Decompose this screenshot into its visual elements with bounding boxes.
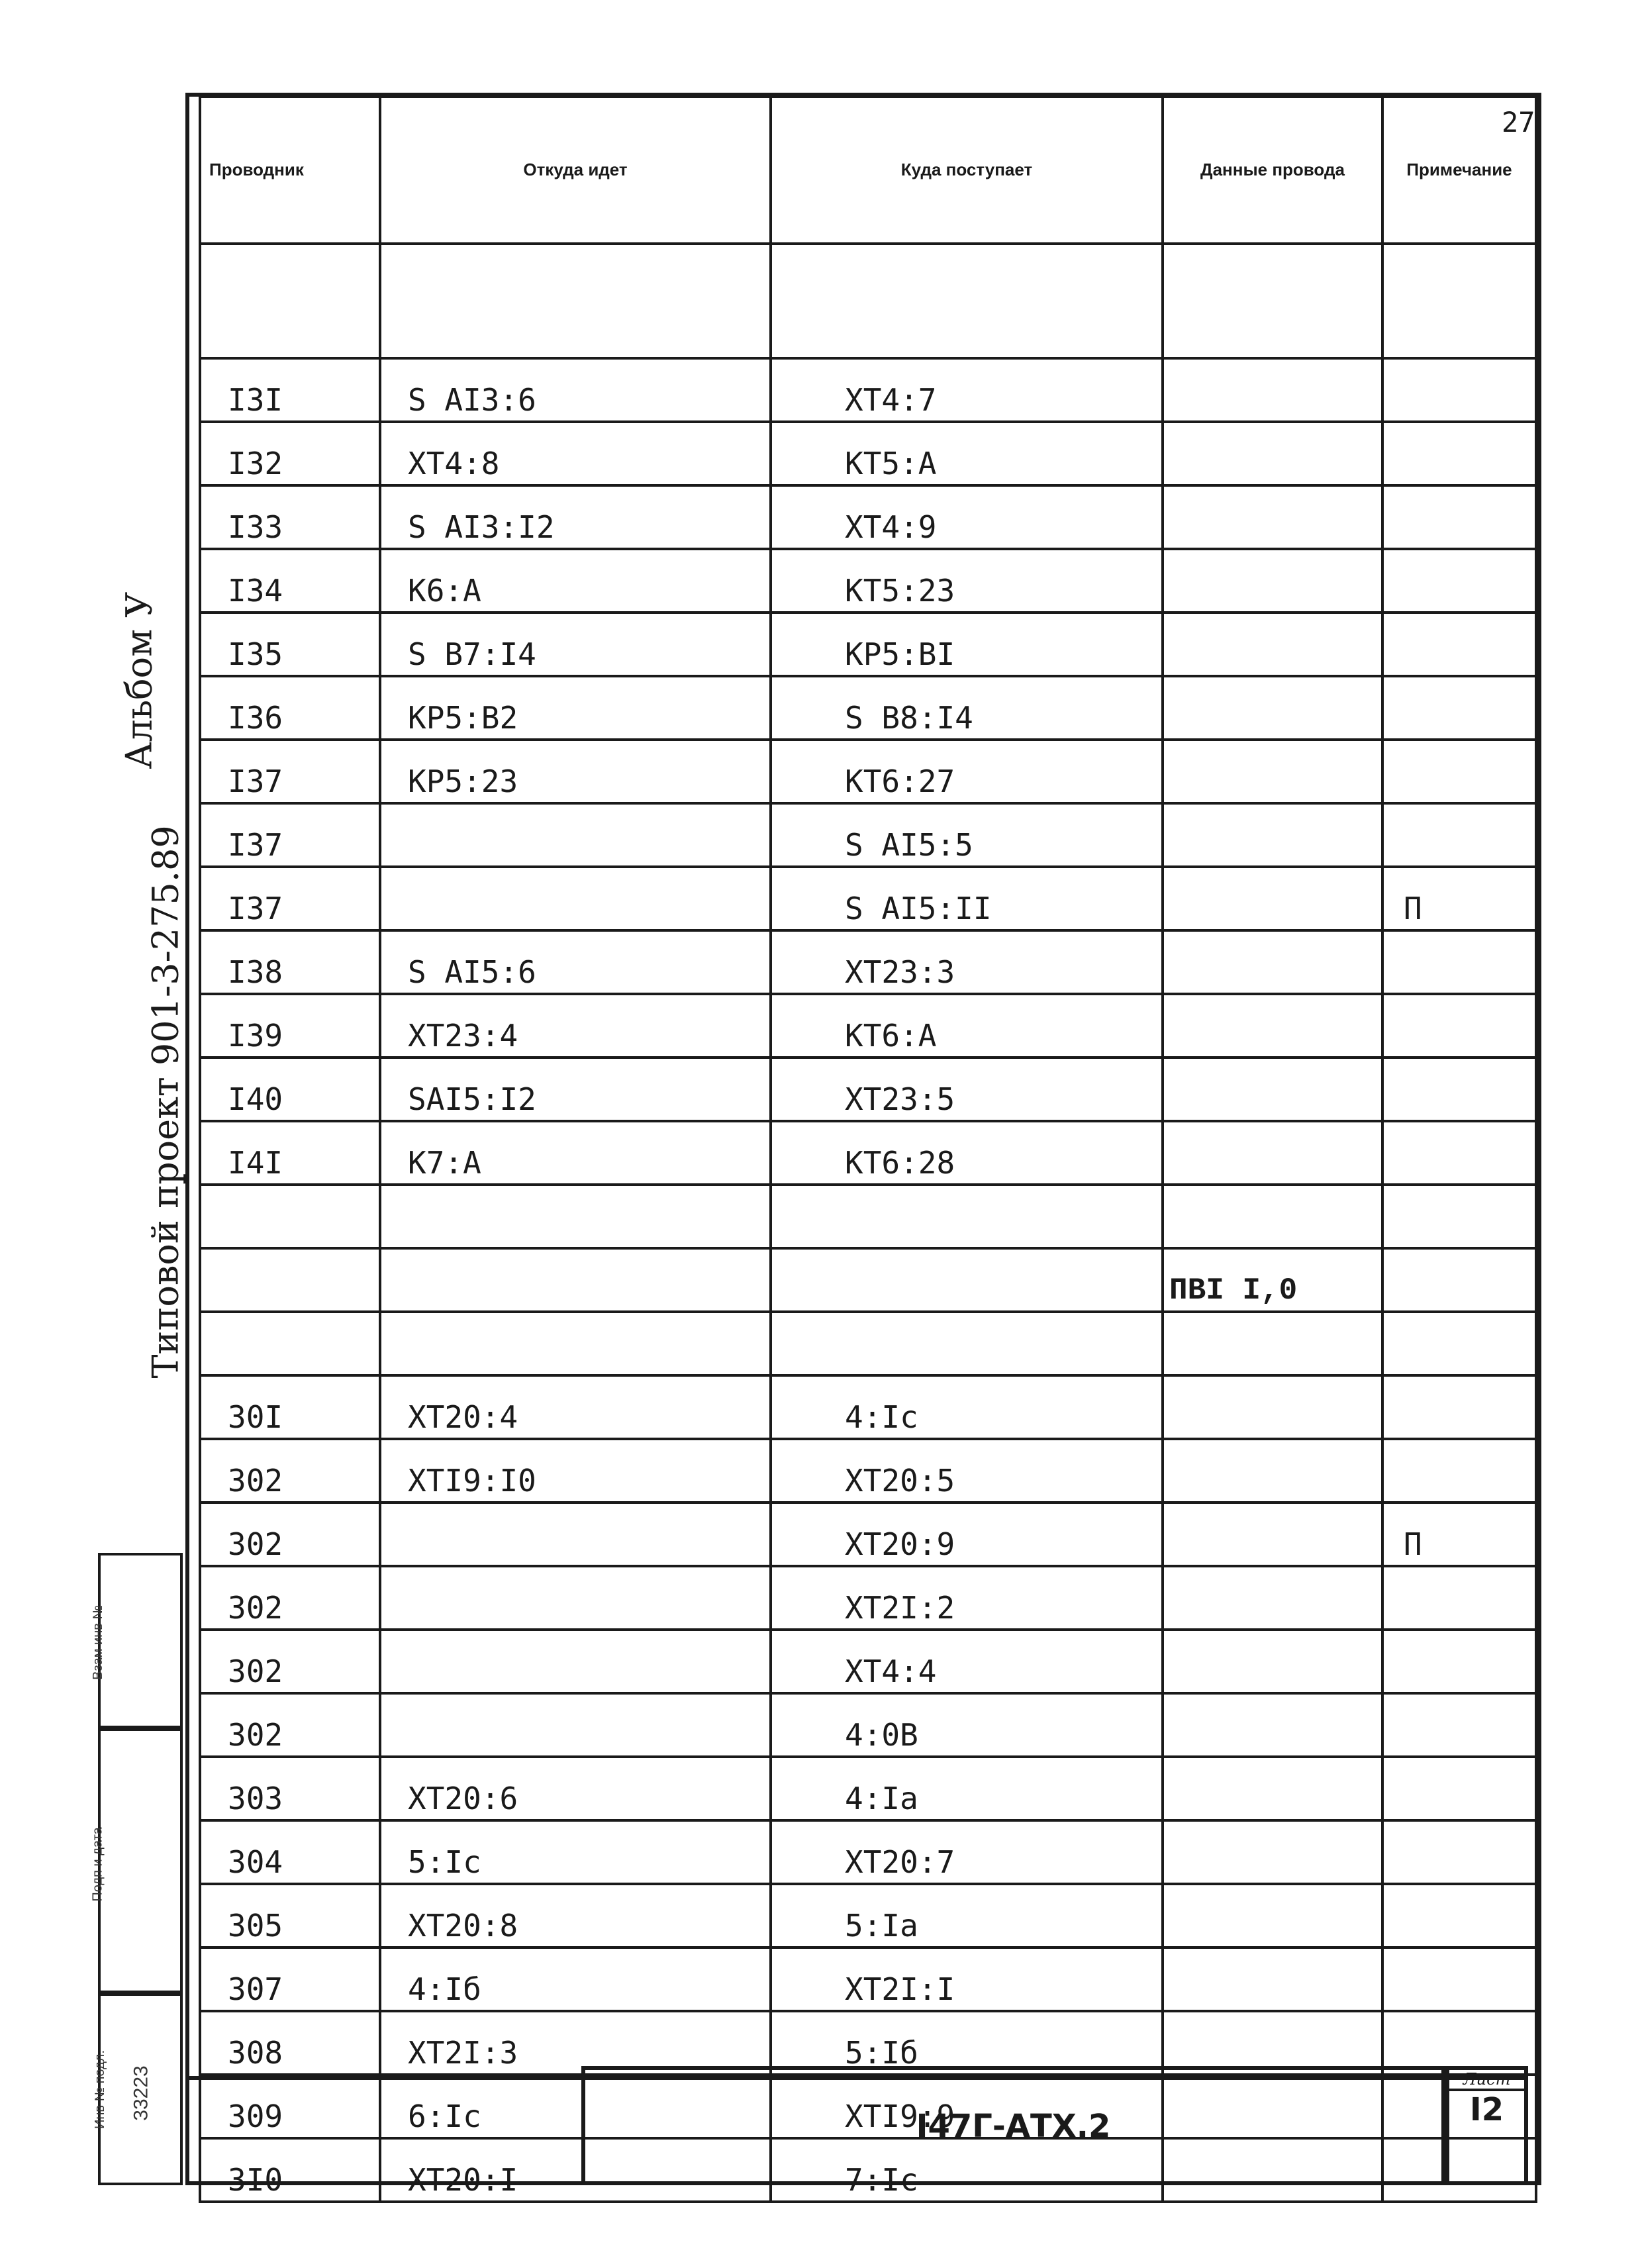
- cell-note: [1382, 1439, 1536, 1503]
- cell-to: XT20:9: [771, 1503, 1163, 1566]
- cell-from: 6:Ic: [380, 2075, 771, 2138]
- table-row: [200, 422, 1536, 485]
- table-row: [200, 740, 1536, 803]
- table-row: [200, 1312, 1536, 1375]
- table-row: [200, 1630, 1536, 1693]
- cell-from: XT23:4: [380, 994, 771, 1058]
- table-row: [200, 1185, 1536, 1248]
- cell-note: [1382, 1566, 1536, 1630]
- cell-note: [1382, 1312, 1536, 1375]
- cell-note: [1382, 244, 1536, 358]
- cell-to: KT5:23: [771, 549, 1163, 613]
- cell-to: S AI5:5: [771, 803, 1163, 867]
- table-row: [200, 244, 1536, 358]
- cell-from: 5:Ic: [380, 1820, 771, 1884]
- cell-wire: [200, 244, 380, 358]
- cell-wire: 305: [200, 1884, 380, 1948]
- cell-wire-data: ПВI I,0: [1163, 1248, 1382, 1312]
- cell-to: XT2I:I: [771, 1948, 1163, 2011]
- cell-wire: 302: [200, 1439, 380, 1503]
- cell-to: S AI5:II: [771, 867, 1163, 930]
- cell-from: XT20:4: [380, 1375, 771, 1439]
- cell-wire-data: [1163, 1820, 1382, 1884]
- table-row: [200, 2011, 1536, 2075]
- cell-from: [380, 1248, 771, 1312]
- cell-wire-data: [1163, 803, 1382, 867]
- cell-note: [1382, 1185, 1536, 1248]
- cell-to: KT5:A: [771, 422, 1163, 485]
- cell-to: [771, 244, 1163, 358]
- cell-to: XT2I:2: [771, 1566, 1163, 1630]
- cell-wire-data: [1163, 1503, 1382, 1566]
- cell-wire-data: [1163, 1185, 1382, 1248]
- cell-note: [1382, 1757, 1536, 1820]
- cell-wire-data: [1163, 549, 1382, 613]
- cell-from: [380, 1693, 771, 1757]
- cell-to: 4:Ia: [771, 1757, 1163, 1820]
- cell-to: XTI9:9: [771, 2075, 1163, 2138]
- cell-note: [1382, 930, 1536, 994]
- album-label: Альбом У: [118, 591, 160, 769]
- sheet-label: Лист: [1449, 2070, 1524, 2091]
- cell-from: S AI3:I2: [380, 485, 771, 549]
- cell-note: [1382, 422, 1536, 485]
- table-row: [200, 1439, 1536, 1503]
- table-row: [200, 1884, 1536, 1948]
- cell-wire: I38: [200, 930, 380, 994]
- cell-from: SAI5:I2: [380, 1058, 771, 1121]
- cell-note: П: [1382, 1503, 1536, 1566]
- cell-note: [1382, 1630, 1536, 1693]
- cell-wire: I40: [200, 1058, 380, 1121]
- table-header-row: [200, 97, 1536, 244]
- cell-from: KP5:B2: [380, 676, 771, 740]
- table-row: [200, 1503, 1536, 1566]
- cell-note: [1382, 1058, 1536, 1121]
- cell-wire: I37: [200, 740, 380, 803]
- cell-wire: [200, 1248, 380, 1312]
- cell-wire: 308: [200, 2011, 380, 2075]
- cell-wire-data: [1163, 1693, 1382, 1757]
- cell-from: 4:Iб: [380, 1948, 771, 2011]
- header-from: Откуда идет: [380, 97, 771, 244]
- stamp-sign-date-label: Подп и дата: [90, 1827, 105, 1902]
- cell-to: [771, 1185, 1163, 1248]
- header-wire-data: Данные провода: [1163, 97, 1382, 244]
- cell-note: [1382, 1820, 1536, 1884]
- cell-note: [1382, 549, 1536, 613]
- cell-wire: 3I0: [200, 2138, 380, 2202]
- cell-wire: I39: [200, 994, 380, 1058]
- cell-wire: I33: [200, 485, 380, 549]
- table-row: [200, 613, 1536, 676]
- cell-from: XT2I:3: [380, 2011, 771, 2075]
- cell-to: XT4:4: [771, 1630, 1163, 1693]
- cell-wire-data: [1163, 994, 1382, 1058]
- table-row: [200, 1375, 1536, 1439]
- project-label: Типовой проект 901-3-275.89: [144, 825, 187, 1379]
- cell-wire-data: [1163, 867, 1382, 930]
- cell-wire-data: [1163, 1439, 1382, 1503]
- cell-wire: 302: [200, 1503, 380, 1566]
- cell-from: [380, 867, 771, 930]
- table-row: [200, 930, 1536, 994]
- cell-wire-data: [1163, 1121, 1382, 1185]
- cell-wire: I37: [200, 803, 380, 867]
- cell-wire: 302: [200, 1693, 380, 1757]
- cell-from: [380, 1503, 771, 1566]
- cell-from: XTI9:I0: [380, 1439, 771, 1503]
- table-row: [200, 1948, 1536, 2011]
- cell-from: [380, 803, 771, 867]
- cell-wire: I36: [200, 676, 380, 740]
- cell-from: S B7:I4: [380, 613, 771, 676]
- cell-from: [380, 244, 771, 358]
- cell-to: XT23:5: [771, 1058, 1163, 1121]
- cell-to: 4:0B: [771, 1693, 1163, 1757]
- table-row: [200, 994, 1536, 1058]
- table-row: [200, 1058, 1536, 1121]
- wire-table: [199, 95, 1537, 2203]
- cell-note: [1382, 1248, 1536, 1312]
- cell-note: [1382, 994, 1536, 1058]
- cell-wire: 302: [200, 1566, 380, 1630]
- page-number: 27: [1502, 106, 1535, 138]
- cell-to: XT20:5: [771, 1439, 1163, 1503]
- cell-wire-data: [1163, 1312, 1382, 1375]
- table-row: [200, 803, 1536, 867]
- cell-wire-data: [1163, 1757, 1382, 1820]
- cell-wire: [200, 1185, 380, 1248]
- cell-wire: 307: [200, 1948, 380, 2011]
- cell-to: KT6:27: [771, 740, 1163, 803]
- cell-to: KT6:A: [771, 994, 1163, 1058]
- cell-to: [771, 1248, 1163, 1312]
- cell-wire: 304: [200, 1820, 380, 1884]
- table-body: [200, 244, 1536, 2202]
- cell-to: 5:Ia: [771, 1884, 1163, 1948]
- header-to: Куда поступает: [771, 97, 1163, 244]
- cell-note: [1382, 613, 1536, 676]
- cell-from: [380, 1630, 771, 1693]
- cell-wire: I37: [200, 867, 380, 930]
- table-row: [200, 1248, 1536, 1312]
- sheet-box: [1445, 2066, 1528, 2182]
- cell-from: K7:A: [380, 1121, 771, 1185]
- table-row: [200, 1757, 1536, 1820]
- cell-wire-data: [1163, 244, 1382, 358]
- cell-from: XT20:8: [380, 1884, 771, 1948]
- cell-from: S AI5:6: [380, 930, 771, 994]
- cell-from: XT20:I: [380, 2138, 771, 2202]
- cell-to: KP5:BI: [771, 613, 1163, 676]
- cell-from: K6:A: [380, 549, 771, 613]
- stamp-inv-original-label: Инв № подл.: [93, 2049, 108, 2130]
- table-row: [200, 1820, 1536, 1884]
- header-note: Примечание: [1382, 97, 1536, 244]
- cell-from: [380, 1185, 771, 1248]
- cell-to: XT23:3: [771, 930, 1163, 994]
- cell-to: XT20:7: [771, 1820, 1163, 1884]
- cell-to: XT4:9: [771, 485, 1163, 549]
- cell-wire: I3I: [200, 358, 380, 422]
- cell-to: XT4:7: [771, 358, 1163, 422]
- table-row: [200, 358, 1536, 422]
- cell-wire-data: [1163, 1630, 1382, 1693]
- table-row: [200, 1566, 1536, 1630]
- cell-to: 4:Ic: [771, 1375, 1163, 1439]
- cell-wire: I4I: [200, 1121, 380, 1185]
- cell-from: [380, 1312, 771, 1375]
- cell-from: KP5:23: [380, 740, 771, 803]
- cell-wire: [200, 1312, 380, 1375]
- cell-to: S B8:I4: [771, 676, 1163, 740]
- stamp-inv-original: [93, 1993, 183, 2185]
- cell-note: [1382, 1375, 1536, 1439]
- cell-wire-data: [1163, 1058, 1382, 1121]
- cell-note: [1382, 1693, 1536, 1757]
- cell-from: S AI3:6: [380, 358, 771, 422]
- document-code: I47Г-АТХ.2: [581, 2066, 1445, 2182]
- cell-wire: I34: [200, 549, 380, 613]
- cell-to: [771, 1312, 1163, 1375]
- cell-wire: I32: [200, 422, 380, 485]
- cell-wire: 302: [200, 1630, 380, 1693]
- cell-wire-data: [1163, 930, 1382, 994]
- cell-note: [1382, 676, 1536, 740]
- cell-from: XT20:6: [380, 1757, 771, 1820]
- stamp-sign-date: [90, 1728, 183, 1993]
- cell-from: [380, 1566, 771, 1630]
- cell-wire-data: [1163, 358, 1382, 422]
- table-row: [200, 676, 1536, 740]
- header-wire: Проводник: [200, 97, 380, 244]
- cell-note: [1382, 358, 1536, 422]
- cell-wire-data: [1163, 1884, 1382, 1948]
- cell-wire-data: [1163, 613, 1382, 676]
- cell-to: 7:Ic: [771, 2138, 1163, 2202]
- cell-note: [1382, 1121, 1536, 1185]
- cell-wire-data: [1163, 422, 1382, 485]
- cell-to: 5:Iб: [771, 2011, 1163, 2075]
- sheet-value: I2: [1469, 2091, 1504, 2128]
- table-row: [200, 1693, 1536, 1757]
- cell-wire-data: [1163, 676, 1382, 740]
- cell-to: KT6:28: [771, 1121, 1163, 1185]
- cell-wire-data: [1163, 1566, 1382, 1630]
- cell-wire: 309: [200, 2075, 380, 2138]
- table-row: [200, 1121, 1536, 1185]
- cell-note: [1382, 2011, 1536, 2075]
- cell-wire-data: [1163, 485, 1382, 549]
- cell-note: [1382, 740, 1536, 803]
- table-row: [200, 549, 1536, 613]
- cell-wire: 303: [200, 1757, 380, 1820]
- stamp-replace-inv: [90, 1553, 183, 1728]
- cell-note: [1382, 1884, 1536, 1948]
- cell-from: XT4:8: [380, 422, 771, 485]
- cell-wire-data: [1163, 740, 1382, 803]
- cell-wire-data: [1163, 1948, 1382, 2011]
- cell-wire: I35: [200, 613, 380, 676]
- stamp-inv-original-value: 33223: [130, 2065, 152, 2121]
- table-row: [200, 485, 1536, 549]
- cell-wire-data: [1163, 2011, 1382, 2075]
- cell-note: П: [1382, 867, 1536, 930]
- cell-note: [1382, 485, 1536, 549]
- cell-wire: 30I: [200, 1375, 380, 1439]
- stamp-replace-inv-label: Взам инв №: [90, 1605, 105, 1680]
- cell-wire-data: [1163, 1375, 1382, 1439]
- table-row: [200, 867, 1536, 930]
- cell-note: [1382, 803, 1536, 867]
- cell-note: [1382, 1948, 1536, 2011]
